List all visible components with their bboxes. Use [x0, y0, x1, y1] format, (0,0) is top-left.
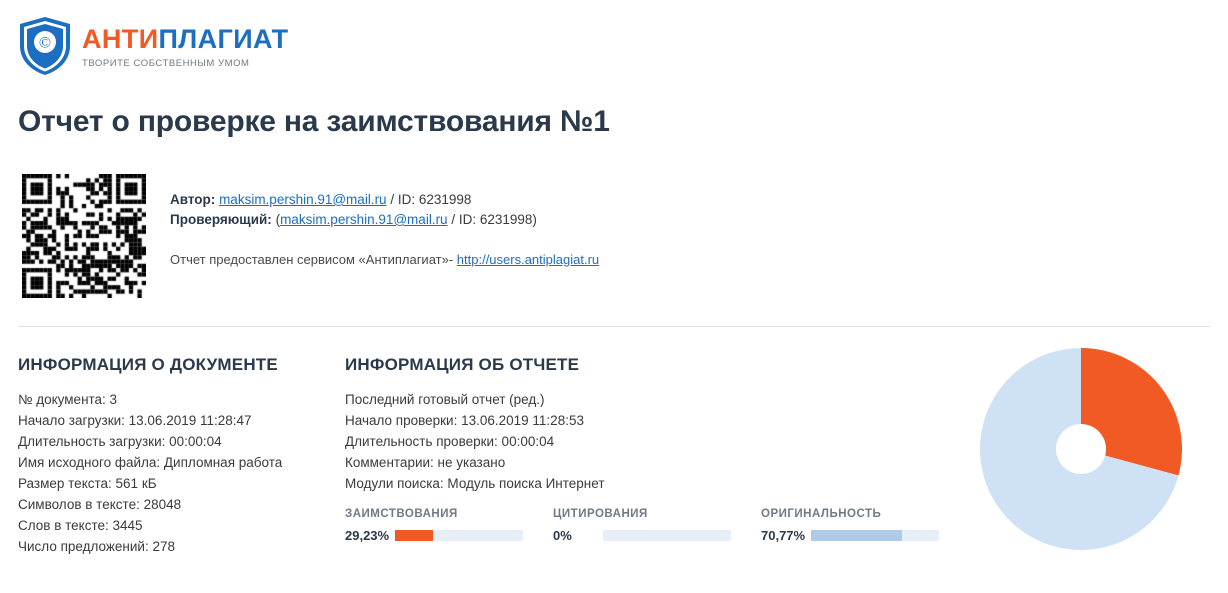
report-info-item: Комментарии: не указано: [345, 455, 506, 470]
checker-email-link[interactable]: maksim.pershin.91@mail.ru: [280, 212, 448, 227]
author-email-link[interactable]: maksim.pershin.91@mail.ru: [219, 192, 387, 207]
qr-code: [22, 174, 146, 298]
report-info-list: [345, 389, 965, 494]
metric-borrowings-value: 29,23%: [345, 528, 390, 543]
metric-citations-value: 0%: [553, 528, 572, 543]
checker-id: / ID: 6231998): [451, 212, 537, 227]
donut-hole: [1056, 424, 1106, 474]
report-info-item: Длительность проверки: 00:00:04: [345, 434, 555, 449]
svg-text:©: ©: [38, 34, 52, 52]
report-info-section: [345, 355, 965, 494]
section-divider: [18, 326, 1210, 327]
metric-borrowings-label: ЗАИМСТВОВАНИЯ: [345, 508, 458, 520]
results-donut-chart: [970, 338, 1192, 560]
document-info-heading: ИНФОРМАЦИЯ О ДОКУМЕНТЕ: [18, 355, 278, 374]
report-info-item: Последний готовый отчет (ред.): [345, 392, 545, 407]
document-info-item: Слов в тексте: 3445: [18, 518, 143, 533]
document-info-item: Начало загрузки: 13.06.2019 11:28:47: [18, 413, 252, 428]
metric-originality-label: ОРИГИНАЛЬНОСТЬ: [761, 508, 882, 520]
checker-label: Проверяющий:: [170, 212, 272, 227]
metric-borrowings-track: [395, 530, 523, 541]
report-info-item: Модули поиска: Модуль поиска Интернет: [345, 476, 605, 491]
metric-originality-track: [811, 530, 939, 541]
document-info-section: [18, 355, 328, 557]
checker-paren-open: (: [275, 212, 281, 227]
report-info-item: Начало проверки: 13.06.2019 11:28:53: [345, 413, 584, 428]
document-info-item: Имя исходного файла: Дипломная работа: [18, 455, 283, 470]
logo-title-plagiat: ПЛАГИАТ: [158, 23, 289, 54]
document-info-item: Символов в тексте: 28048: [18, 497, 182, 512]
service-row: [170, 250, 599, 270]
metric-borrowings-fill: [395, 530, 432, 541]
document-info-list: [18, 389, 328, 557]
service-link[interactable]: http://users.antiplagiat.ru: [456, 252, 600, 267]
metric-originality-fill: [811, 530, 902, 541]
metric-originality: [761, 508, 961, 543]
brand-logo: [18, 16, 289, 76]
document-info-item: Число предложений: 278: [18, 539, 175, 554]
author-label: Автор:: [170, 192, 216, 207]
metric-citations-label: ЦИТИРОВАНИЯ: [553, 508, 648, 520]
logo-title: [82, 23, 289, 54]
document-info-item: № документа: 3: [18, 392, 118, 407]
author-id: / ID: 6231998: [390, 192, 472, 207]
logo-subtitle: ТВОРИТЕ СОБСТВЕННЫМ УМОМ: [82, 57, 250, 69]
metrics-bars: [345, 508, 983, 543]
report-info-heading: ИНФОРМАЦИЯ ОБ ОТЧЕТЕ: [345, 355, 580, 374]
metric-borrowings: [345, 508, 531, 543]
document-info-item: Длительность загрузки: 00:00:04: [18, 434, 222, 449]
report-meta: [170, 190, 599, 270]
shield-icon: [18, 16, 72, 76]
document-info-item: Размер текста: 561 кБ: [18, 476, 157, 491]
logo-title-anti: АНТИ: [82, 23, 159, 54]
metric-citations: [553, 508, 739, 543]
metric-originality-value: 70,77%: [761, 528, 806, 543]
page-title: Отчет о проверке на заимствования №1: [18, 105, 610, 138]
metric-citations-track: [603, 530, 731, 541]
author-row: [170, 190, 599, 210]
service-text: Отчет предоставлен сервисом «Антиплагиат»-: [170, 252, 454, 267]
checker-row: [170, 210, 599, 230]
